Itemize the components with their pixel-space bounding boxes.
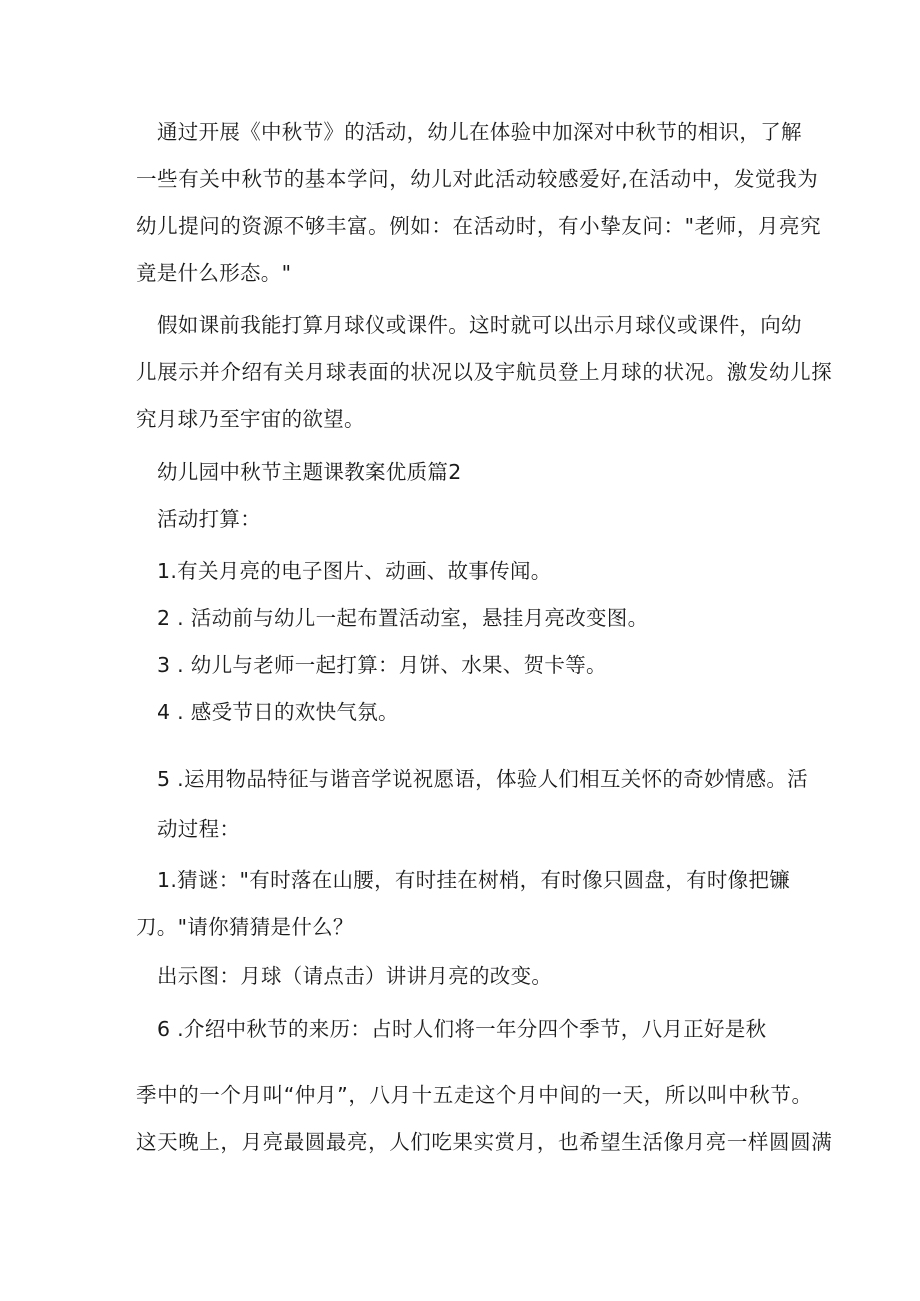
list-item: 5 .运用物品特征与谐音学说祝愿语，体验人们相互关怀的奇妙情感。活 (157, 767, 808, 791)
list-item: 1.有关月亮的电子图片、动画、故事传闻。 (157, 559, 552, 583)
list-item: 3 . 幼儿与老师一起打算：月饼、水果、贺卡等。 (157, 653, 607, 677)
paragraph-line: 出示图：月球（请点击）讲讲月亮的改变。 (157, 964, 553, 988)
list-item: 6 .介绍中秋节的来历：占时人们将一年分四个季节，八月正好是秋 (157, 1017, 767, 1041)
paragraph-line: 竟是什么形态。" (136, 261, 292, 285)
paragraph-line: 刀。"请你猜猜是什么？ (136, 915, 354, 939)
paragraph-line: 通过开展《中秋节》的活动，幼儿在体验中加深对中秋节的相识，了解 (157, 120, 802, 144)
paragraph-line: 幼儿提问的资源不够丰富。例如：在活动时，有小挚友问："老师，月亮究 (136, 214, 822, 238)
paragraph-line: 究月球乃至宇宙的欲望。 (136, 407, 365, 431)
paragraph-line: 动过程： (157, 817, 241, 841)
paragraph-line: 一些有关中秋节的基本学问，幼儿对此活动较感爱好,在活动中，发觉我为 (136, 167, 819, 191)
paragraph-line: 假如课前我能打算月球仪或课件。这时就可以出示月球仪或课件，向幼 (157, 313, 802, 337)
paragraph-line: 季中的一个月叫“仲月”，八月十五走这个月中间的一天，所以叫中秋节。 (136, 1083, 813, 1107)
section-heading: 幼儿园中秋节主题课教案优质篇2 (157, 460, 462, 484)
paragraph-line: 儿展示并介绍有关月球表面的状况以及宇航员登上月球的状况。激发幼儿探 (136, 360, 833, 384)
list-item: 2 . 活动前与幼儿一起布置活动室，悬挂月亮改变图。 (157, 606, 649, 630)
paragraph-line: 活动打算： (157, 507, 261, 531)
list-item: 4 . 感受节日的欢快气氛。 (157, 700, 399, 724)
paragraph-line: 1.猜谜："有时落在山腰，有时挂在树梢，有时像只圆盘，有时像把镰 (157, 868, 791, 892)
paragraph-line: 这天晚上，月亮最圆最亮，人们吃果实赏月，也希望生活像月亮一样圆圆满 (136, 1130, 833, 1154)
